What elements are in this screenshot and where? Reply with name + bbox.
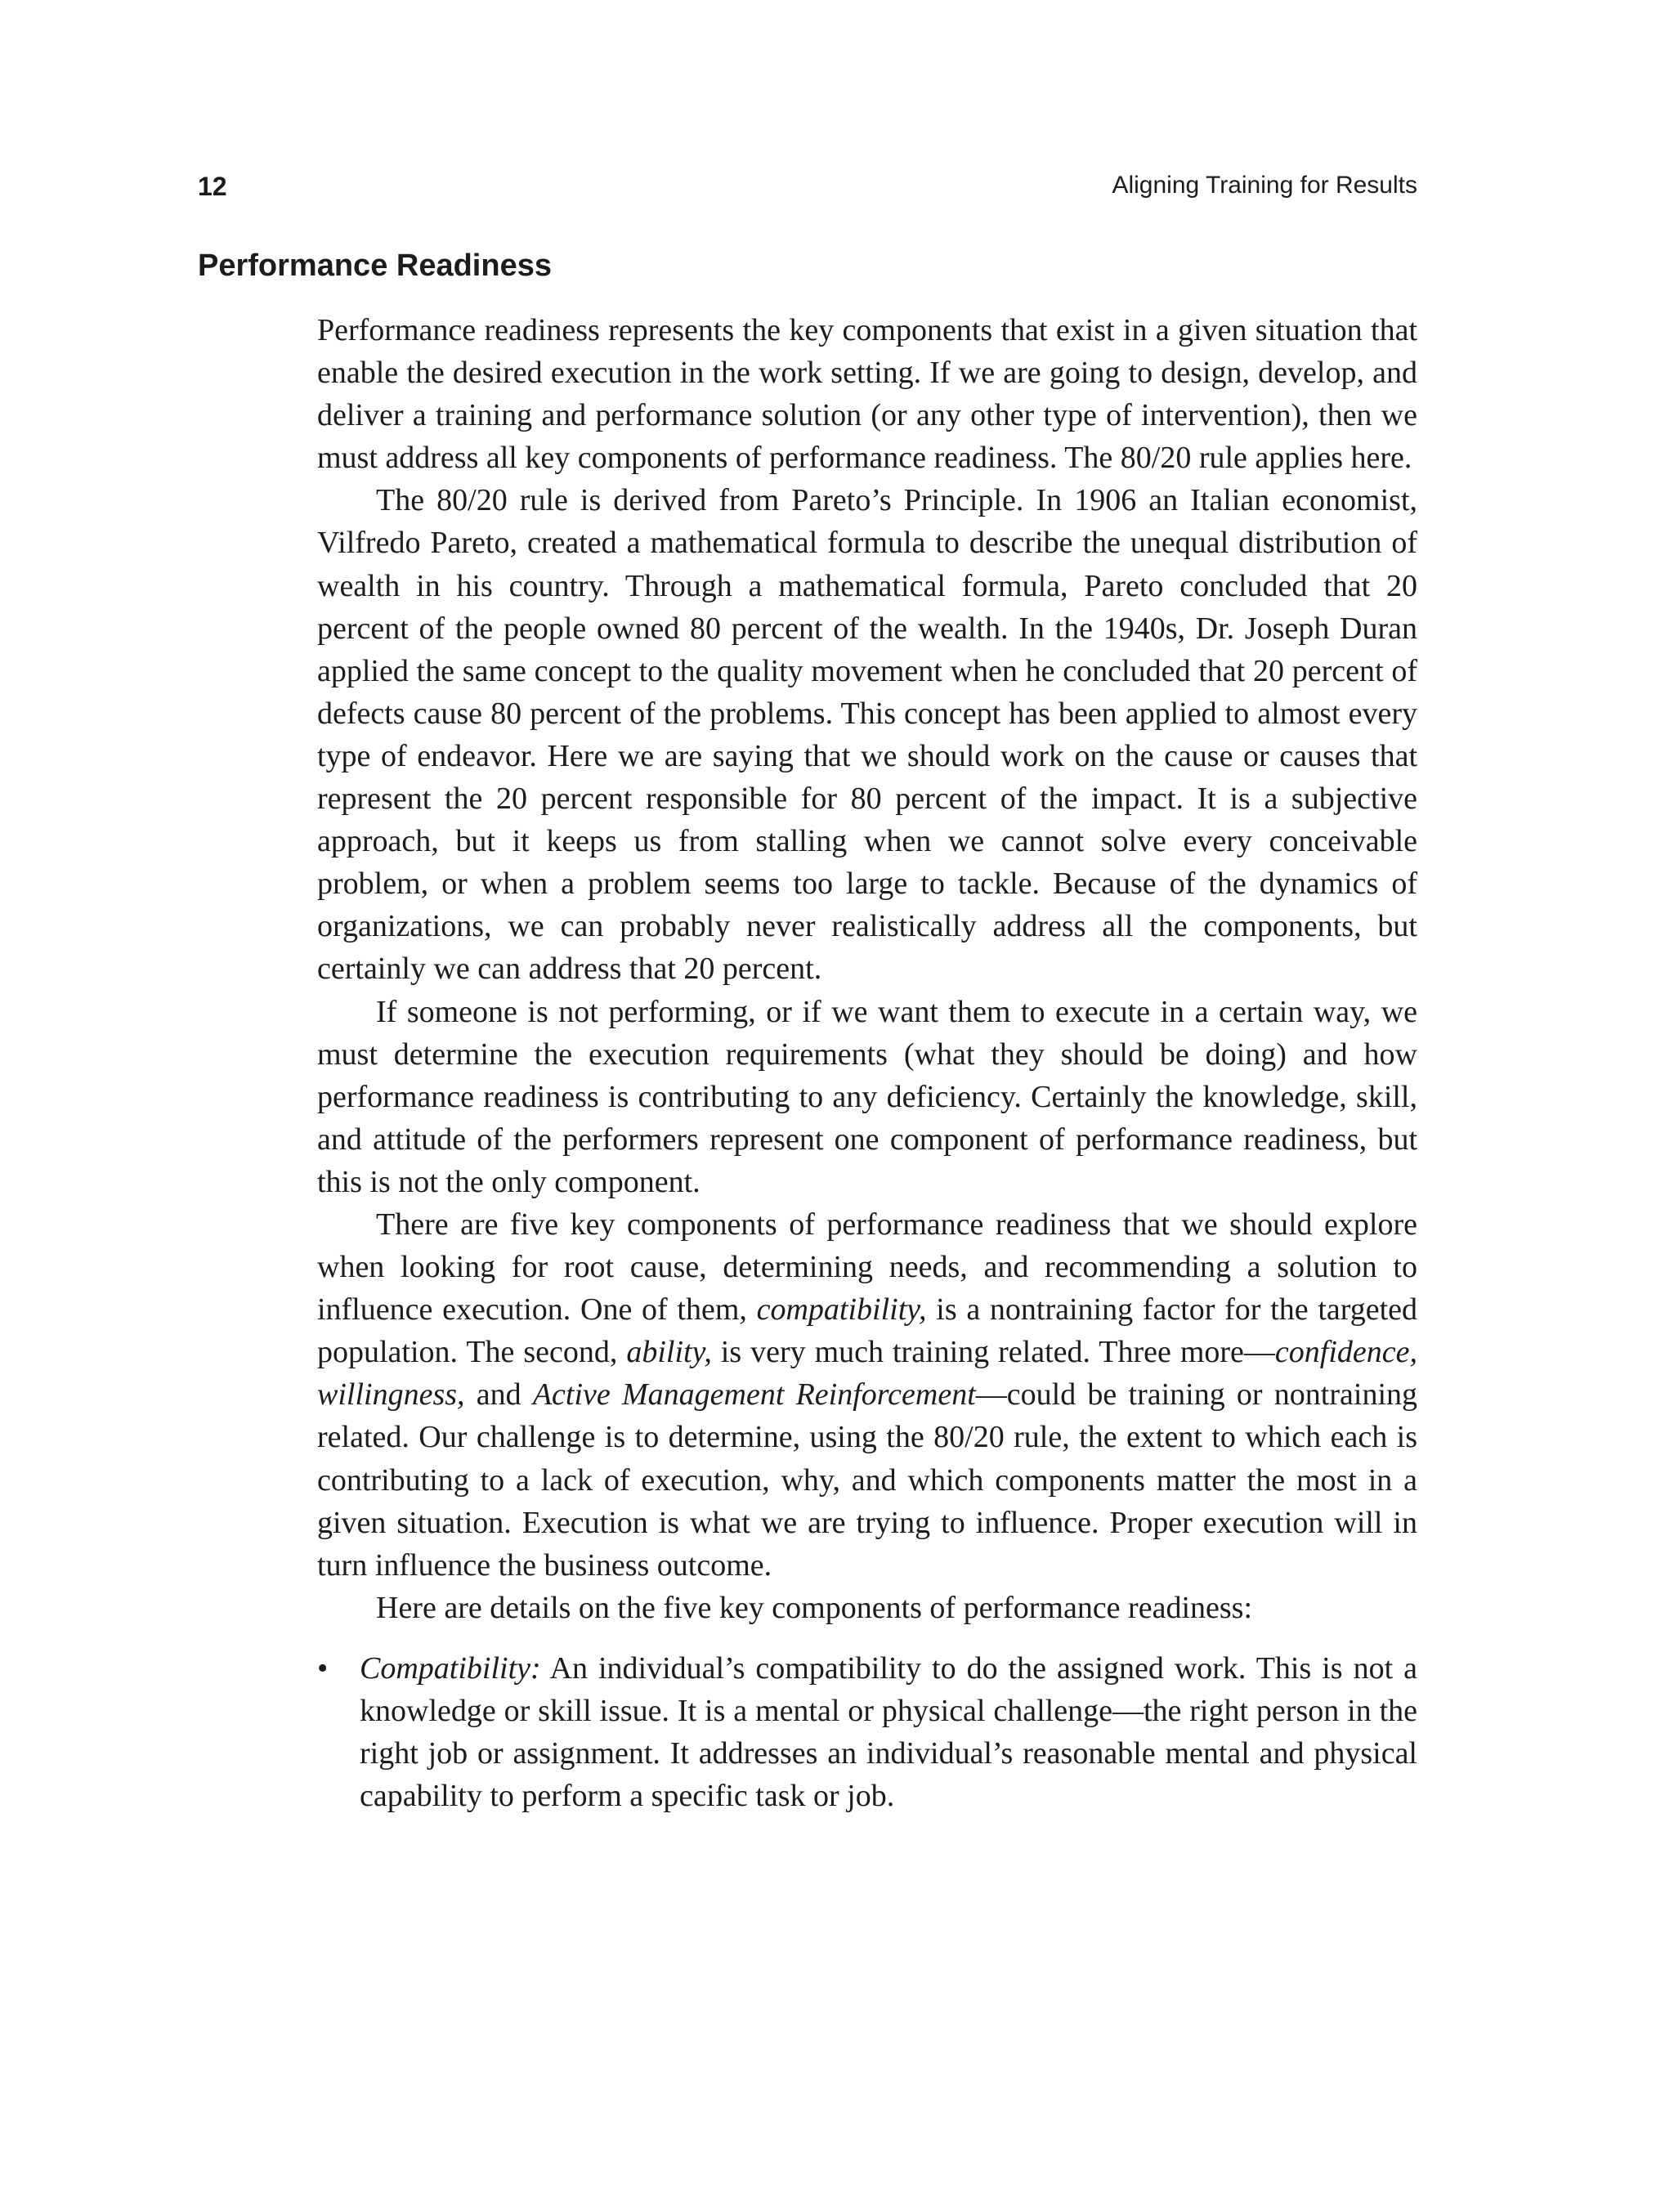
paragraph-five-components (317, 1203, 1417, 1587)
paragraph-text: is very much training related. Three more— (711, 1335, 1275, 1370)
bullet-text: An individual’s compatibility to do the assigned work. This is not a knowledge or skill issue. It is a mental or physical challenge—the right person in the right job or assignment. It addresses an individual’s reasonable mental and physical capability to perform a specific task or job. (360, 1650, 1417, 1814)
components-list (317, 1647, 1417, 1817)
list-item-compatibility (317, 1647, 1417, 1817)
paragraph-text: —could be training or nontraining related. Our challenge is to determine, using the 80/20 rule, the extent to which each is contributing to a lack of execution, why, and which components matter the most in a given situation. Execution is what we are trying to influence. Proper execution will in turn influence the business outcome. (317, 1377, 1417, 1583)
body-text (317, 309, 1417, 1817)
running-title: Aligning Training for Results (1112, 172, 1417, 199)
paragraph-execution: If someone is not performing, or if we want them to execute in a certain way, we must determine the execution requirements (what they should be doing) and how performance readiness is contributing to any deficiency. Certainly the knowledge, skill, and attitude of the performers represent one component of performance readiness, but this is not the only component. (317, 994, 1417, 1199)
paragraph-intro: Performance readiness represents the key components that exist in a given situation that enable the desired execution in the work setting. If we are going to design, develop, and deliver a training and performance solution (or any other type of intervention), then we must address all key components of performance readiness. The 80/20 rule applies here. (317, 313, 1417, 476)
emphasis-term: ability, (626, 1335, 712, 1370)
paragraph-pareto: The 80/20 rule is derived from Pareto’s Principle. In 1906 an Italian economist, Vilfredo Pareto, created a mathematical formula to describe the unequal distribution of wealth in his country. Through a mathematical formula, Pareto concluded that 20 percent of the people owned 80 percent of the wealth. In the 1940s, Dr. Joseph Duran applied the same concept to the quality movement when he concluded that 20 percent of defects cause 80 percent of the problems. This concept has been applied to almost every type of endeavor. Here we are saying that we should work on the cause or causes that represent the 20 percent responsible for 80 percent of the impact. It is a subjective approach, but it keeps us from stalling when we cannot solve every conceivable problem, or when a problem seems too large to tackle. Because of the dynamics of organizations, we can probably never realistically address all the components, but certainly we can address that 20 percent. (317, 483, 1417, 987)
paragraph-details-intro: Here are details on the five key components of performance readiness: (376, 1590, 1252, 1625)
paragraph-text: is a nontraining factor for the targeted population. The second, (317, 1292, 1418, 1370)
paragraph-text: and (464, 1377, 533, 1413)
emphasis-term: Active Management Reinforcement (532, 1377, 976, 1413)
emphasis-term: confidence, willingness, (317, 1335, 1418, 1413)
running-head (198, 172, 1417, 213)
bullet-icon: • (317, 1650, 329, 1686)
paragraph-text: There are five key components of performance readiness that we should explore when looking for root cause, determining needs, and recommending a solution to influence execution. One of them, (317, 1207, 1417, 1328)
bullet-term: Compatibility: (360, 1650, 541, 1686)
section-heading: Performance Readiness (198, 249, 552, 283)
page-number: 12 (198, 172, 227, 201)
emphasis-term: compatibility, (756, 1292, 927, 1328)
